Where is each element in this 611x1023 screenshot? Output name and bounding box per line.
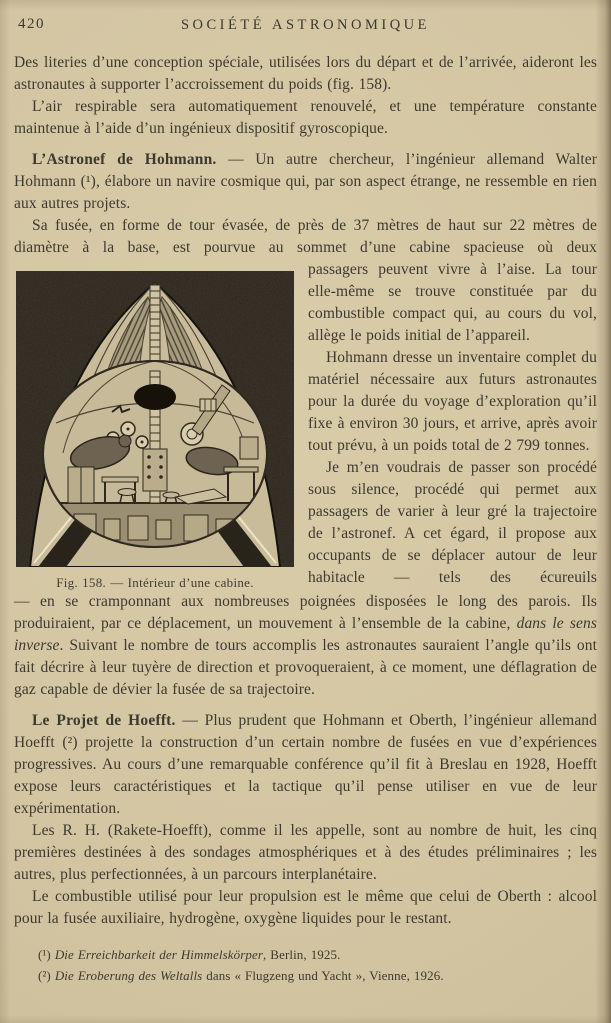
paragraph-text: . Suivant le nombre de tours accomplis les astronautes sauraient l’angle qu’ils ont fait décrire à leur tuyère de direction et provoqueraient, à ce moment, une déflagration de gaz capable de dévier la fusée de sa trajectoire. — [14, 637, 597, 698]
paragraph-text: — Un autre chercheur, l’ingénieur allemand Walter Hohmann (¹), élabore un navire cosmique qui, par son aspect étrange, ne ressemble en rien aux autres projets. — [14, 151, 597, 212]
page-header — [0, 0, 611, 46]
paragraph-text: Les R. H. (Rakete-Hoefft), comme il les appelle, sont au nombre de huit, les cinq premières destinées à des sondages atmosphériques et à des études préliminaires ; les autres, plus perfectionnées, à un parcours interplanétaire. — [14, 822, 597, 883]
page-number: 420 — [18, 16, 45, 32]
footnote-marker: (²) — [38, 968, 55, 983]
section-hoefft-heading-paragraph — [14, 710, 597, 820]
paragraph-text: — Plus prudent que Hohmann et Oberth, l’ingénieur allemand Hoefft (²) projette la construction d’un certain nombre de fusées en vue d’expériences progressives. Au cours d’une remarquable conférence qu’il fit à Breslau en 1928, Hoefft expose leurs caractéristiques et la tactique qu’il pense utiliser en vue de leur expérimentation. — [14, 712, 597, 817]
paragraph-literies — [14, 52, 597, 96]
paragraph-procede-start — [308, 457, 597, 589]
paragraph-text: Hohmann dresse un inventaire complet du matériel nécessaire aux futurs astronautes pour la durée du voyage d’exploration qu’il fixe à environ 30 jours, et arrive, après avoir tout prévu, à un poids total de 2 799 tonnes. — [308, 349, 597, 454]
paragraph-text: — en se cramponnant aux nombreuses poignées disposées le long des parois. Ils produiraient, par ce déplacement, un mouvement à l’ensemble de la cabine, — [14, 593, 597, 632]
section-heading-hoefft: Le Projet de Hoefft. — [32, 712, 176, 729]
footnote-text: dans « Flugzeng und Yacht », Vienne, 1926. — [202, 968, 444, 983]
paragraph-text: Le combustible utilisé pour leur propulsion est le même que celui de Oberth : alcool pour la fusée auxiliaire, hydrogène, oxygène liquides pour le restant. — [14, 888, 597, 927]
footnote-book-title: Die Erreichbarkeit der Himmelskörper — [54, 947, 263, 962]
paragraph-inventaire — [308, 347, 597, 457]
figure-row — [14, 259, 597, 591]
paragraph-text: L’air respirable sera automatiquement renouvelé, et une température constante maintenue à l’aide d’un ingénieux dispositif gyroscopique. — [14, 98, 597, 137]
paragraph-air-respirable — [14, 96, 597, 140]
paragraph-procede-continuation — [14, 591, 597, 701]
figure-158 — [16, 271, 294, 591]
paragraph-text: Je m’en voudrais de passer son procédé sous silence, procédé qui permet aux passagers de varier à leur gré la trajectoire de l’astronef. A cet égard, il propose aux occupants de se déplacer autour de leur habitacle — tels des écureuils — [308, 459, 597, 586]
paragraph-rakete-hoefft — [14, 820, 597, 886]
footnote-text: , Berlin, 1925. — [263, 947, 341, 962]
running-title: SOCIÉTÉ ASTRONOMIQUE — [180, 17, 431, 33]
footnote-book-title: Die Eroberung des Weltalls — [54, 968, 203, 983]
footnote-1 — [38, 944, 597, 965]
footnote-marker: (¹) — [38, 947, 55, 962]
paragraph-text: Des literies d’une conception spéciale, utilisées lors du départ et de l’arrivée, aideront les astronautes à supporter l’accroissement du poids (fig. 158). — [14, 54, 597, 93]
paragraph-combustible — [14, 886, 597, 930]
paragraph-fusee-start — [14, 215, 597, 259]
footnote-2 — [38, 965, 597, 986]
cabin-illustration — [16, 271, 294, 567]
section-hohmann-heading-paragraph — [14, 149, 597, 215]
page-body — [0, 52, 611, 986]
italic-run: dans le sens inverse — [14, 615, 597, 654]
footnotes — [14, 944, 597, 986]
section-heading-hohmann: L’Astronef de Hohmann. — [32, 151, 217, 168]
figure-caption: Fig. 158. — Intérieur d’une cabine. — [56, 575, 254, 590]
paragraph-text: Sa fusée, en forme de tour évasée, de près de 37 mètres de haut sur 22 mètres de diamètre à la base, est pourvue au sommet d’une cabine spacieuse où deux — [14, 217, 597, 256]
paragraph-text: passagers peuvent vivre à l’aise. La tour elle-même se trouve constituée par du combustible compact qui, au cours du vol, allège le poids initial de l’appareil. — [308, 261, 597, 344]
text-column-right — [308, 259, 597, 589]
paragraph-fusee-wrap — [308, 259, 597, 347]
